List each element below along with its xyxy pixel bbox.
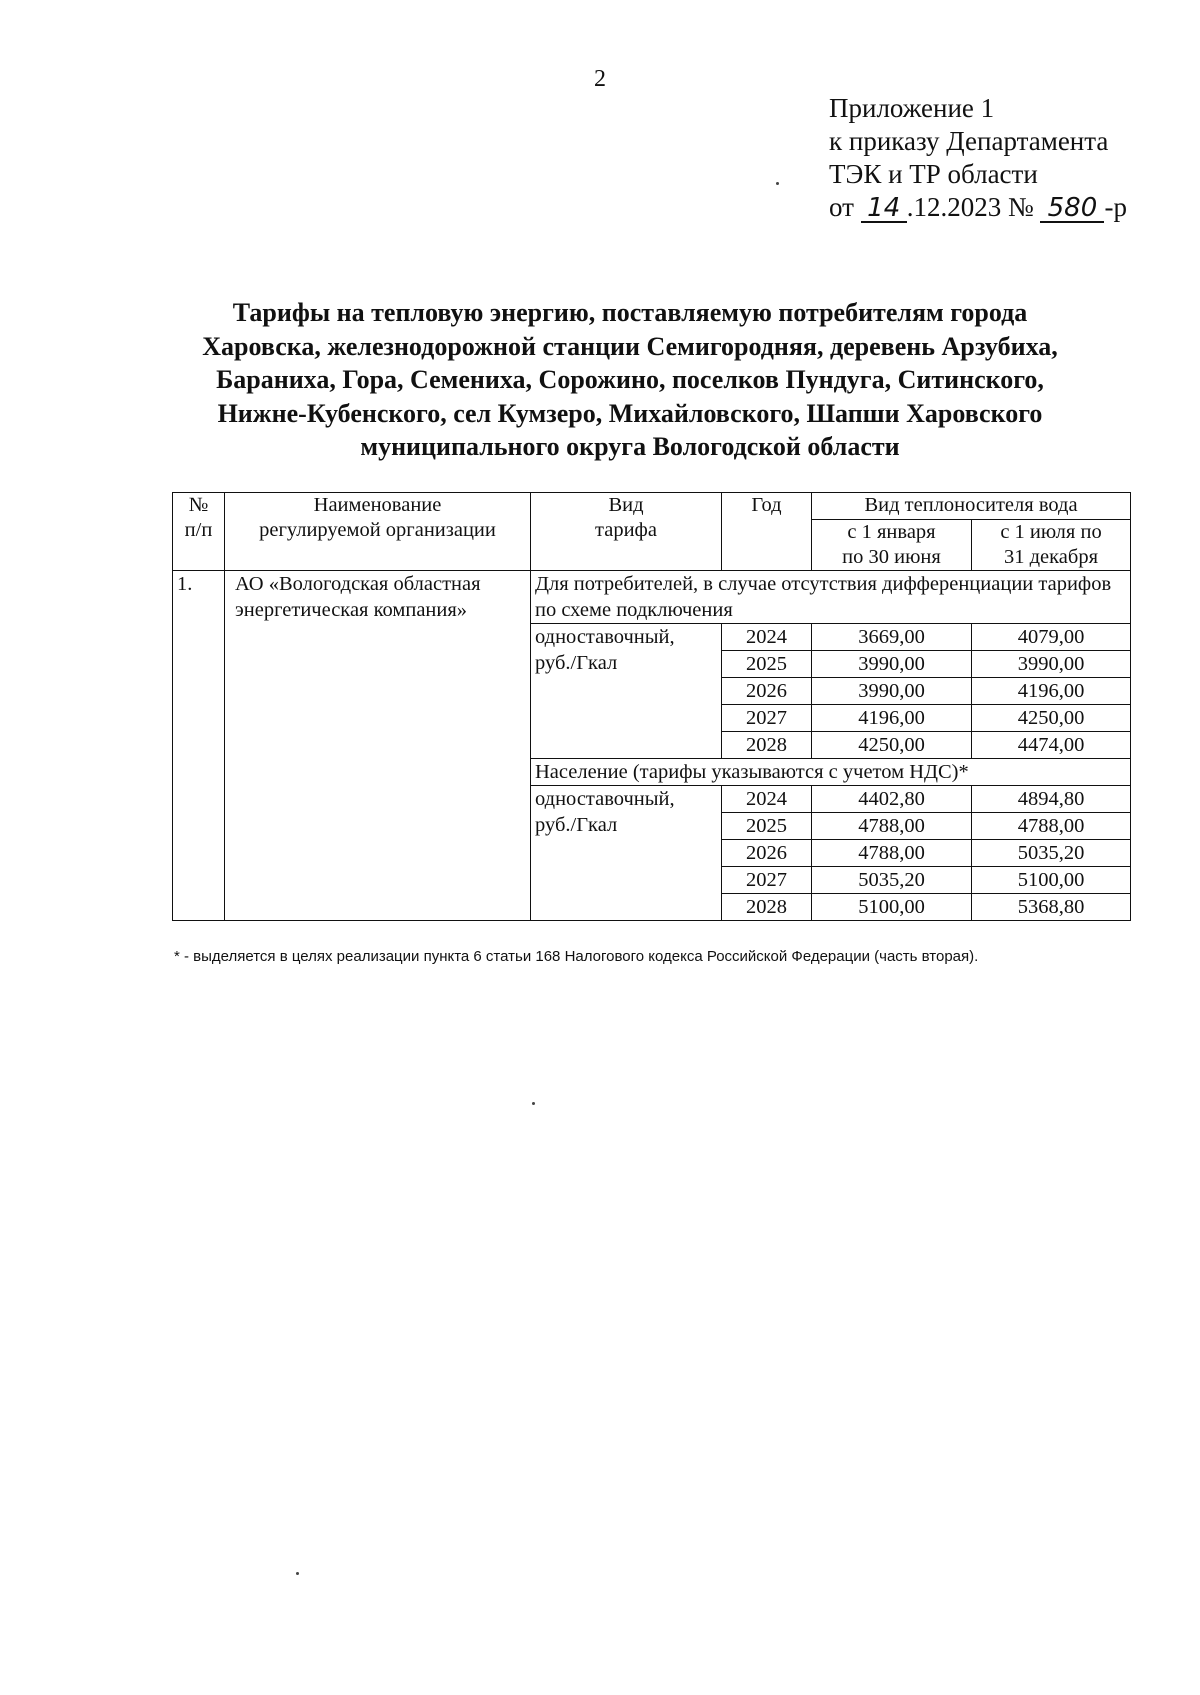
header-carrier: Вид теплоносителя вода <box>812 493 1131 520</box>
year-cell: 2026 <box>722 678 812 705</box>
value-h1: 3669,00 <box>812 624 972 651</box>
organization-name: АО «Вологодская областная энергетическая компания» <box>225 571 531 921</box>
document-title <box>150 296 1110 464</box>
group-caption: Население (тарифы указываются с учетом НДС)* <box>531 759 1131 786</box>
value-h2: 5368,80 <box>972 894 1131 921</box>
value-h2: 4894,80 <box>972 786 1131 813</box>
value-h1: 4788,00 <box>812 840 972 867</box>
value-h1: 4196,00 <box>812 705 972 732</box>
title-line: Бараниха, Гора, Семениха, Сорожино, поселков Пундуга, Ситинского, <box>216 365 1044 394</box>
scan-speck <box>296 1572 299 1575</box>
header-num: № п/п <box>173 493 225 571</box>
year-cell: 2024 <box>722 624 812 651</box>
value-h2: 4196,00 <box>972 678 1131 705</box>
year-cell: 2028 <box>722 732 812 759</box>
appendix-header <box>829 92 1127 224</box>
appendix-line-2: к приказу Департамента <box>829 126 1109 156</box>
value-h1: 3990,00 <box>812 651 972 678</box>
value-h1: 3990,00 <box>812 678 972 705</box>
header-organization: Наименование регулируемой организации <box>225 493 531 571</box>
year-cell: 2027 <box>722 705 812 732</box>
date-rest: .12.2023 № <box>906 192 1034 222</box>
value-h1: 5035,20 <box>812 867 972 894</box>
year-cell: 2028 <box>722 894 812 921</box>
value-h1: 5100,00 <box>812 894 972 921</box>
group-caption: Для потребителей, в случае отсутствия дифференциации тарифов по схеме подключения <box>531 571 1131 624</box>
header-tariff-type: Вид тарифа <box>531 493 722 571</box>
tariff-label: одноставочный, руб./Гкал <box>531 786 722 921</box>
value-h2: 4474,00 <box>972 732 1131 759</box>
header-period-1: с 1 января по 30 июня <box>812 520 972 571</box>
scan-speck <box>776 182 779 185</box>
title-line: муниципального округа Вологодской области <box>360 432 900 461</box>
footnote: * - выделяется в целях реализации пункта 6 статьи 168 Налогового кодекса Российской Федерации (часть вторая). <box>174 948 979 965</box>
handwritten-day: 14 <box>861 195 907 223</box>
handwritten-order-number: 580 <box>1040 195 1104 223</box>
title-line: Харовска, железнодорожной станции Семигородняя, деревень Арзубиха, <box>202 331 1058 361</box>
order-suffix: -р <box>1104 192 1127 222</box>
row-number: 1. <box>173 571 225 921</box>
title-line: Тарифы на тепловую энергию, поставляемую потребителям города <box>232 298 1028 327</box>
title-line: Нижне-Кубенского, сел Кумзеро, Михайловского, Шапши Харовского <box>217 398 1043 428</box>
value-h2: 4250,00 <box>972 705 1131 732</box>
value-h1: 4250,00 <box>812 732 972 759</box>
value-h2: 5100,00 <box>972 867 1131 894</box>
value-h2: 3990,00 <box>972 651 1131 678</box>
tariff-label: одноставочный, руб./Гкал <box>531 624 722 759</box>
appendix-order-line <box>829 191 1127 224</box>
header-period-2: с 1 июля по 31 декабря <box>972 520 1131 571</box>
value-h2: 5035,20 <box>972 840 1131 867</box>
value-h1: 4402,80 <box>812 786 972 813</box>
value-h1: 4788,00 <box>812 813 972 840</box>
tariffs-table <box>172 492 1131 921</box>
table-row <box>173 571 1131 624</box>
year-cell: 2025 <box>722 813 812 840</box>
scan-speck <box>532 1102 535 1105</box>
header-year: Год <box>722 493 812 571</box>
year-cell: 2025 <box>722 651 812 678</box>
year-cell: 2024 <box>722 786 812 813</box>
date-prefix: от <box>829 192 854 222</box>
appendix-line-1: Приложение 1 <box>829 93 995 123</box>
header-row <box>173 493 1131 520</box>
value-h2: 4079,00 <box>972 624 1131 651</box>
value-h2: 4788,00 <box>972 813 1131 840</box>
appendix-line-3: ТЭК и ТР области <box>829 159 1038 189</box>
year-cell: 2027 <box>722 867 812 894</box>
page-number: 2 <box>594 66 606 92</box>
year-cell: 2026 <box>722 840 812 867</box>
